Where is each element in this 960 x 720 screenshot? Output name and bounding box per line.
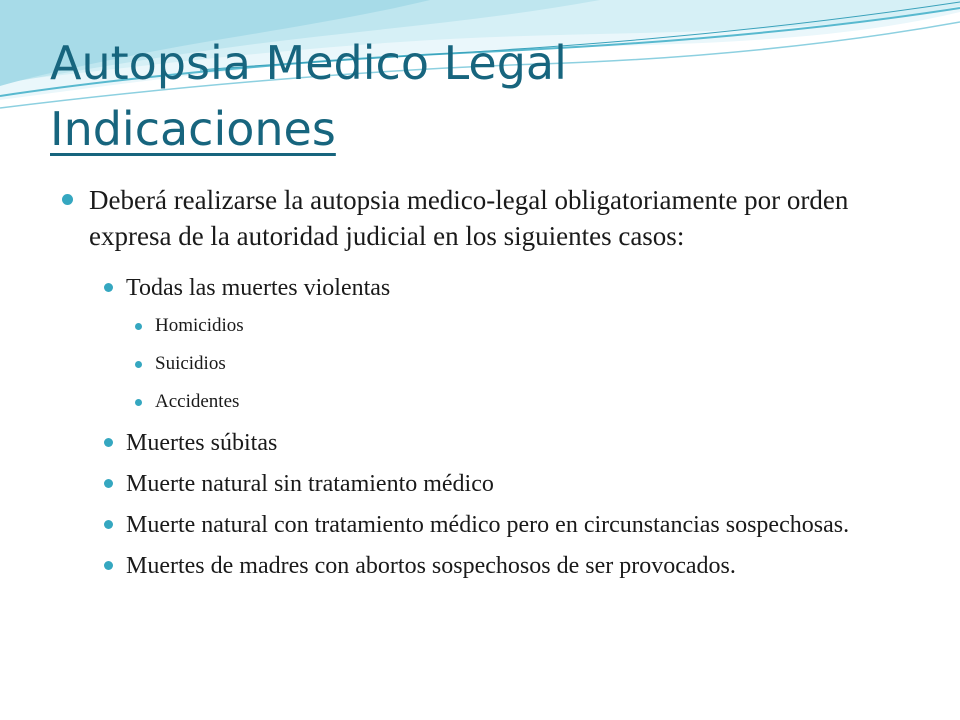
bullet-intro-text: Deberá realizarse la autopsia medico-legal obligatoriamente por orden expresa de la autoridad judicial en los siguientes casos: <box>89 185 849 251</box>
bullet-dot-icon <box>135 399 142 406</box>
list-item-text: Muerte natural con tratamiento médico pero en circunstancias sospechosas. <box>126 512 850 538</box>
sub-list-item <box>62 313 902 339</box>
title-line-1: Autopsia Medico Legal <box>50 36 567 90</box>
bullet-dot-icon <box>135 361 142 368</box>
bullet-intro <box>62 182 902 254</box>
list-item-text: Todas las muertes violentas <box>126 275 391 301</box>
slide-title <box>50 30 930 162</box>
sub-list-item <box>62 351 902 377</box>
bullet-dot-icon <box>104 283 113 292</box>
list-item-text: Muertes de madres con abortos sospechosos de ser provocados. <box>126 553 736 579</box>
slide-body <box>62 182 902 591</box>
list-item-text: Muerte natural sin tratamiento médico <box>126 471 494 497</box>
sub-list-item <box>62 389 902 415</box>
sub-list-item-text: Accidentes <box>155 391 240 412</box>
list-item <box>62 272 902 304</box>
bullet-dot-icon <box>104 438 113 447</box>
sub-list-item-text: Suicidios <box>155 353 226 374</box>
list-item <box>62 427 902 459</box>
list-item <box>62 550 902 582</box>
list-item-text: Muertes súbitas <box>126 430 278 456</box>
bullet-dot-icon <box>104 561 113 570</box>
title-line-2: Indicaciones <box>50 102 336 156</box>
bullet-dot-icon <box>135 323 142 330</box>
bullet-dot-icon <box>104 479 113 488</box>
bullet-dot-icon <box>104 520 113 529</box>
sub-list-item-text: Homicidios <box>155 315 244 336</box>
list-item <box>62 509 902 541</box>
bullet-dot-icon <box>62 194 73 205</box>
list-item <box>62 468 902 500</box>
